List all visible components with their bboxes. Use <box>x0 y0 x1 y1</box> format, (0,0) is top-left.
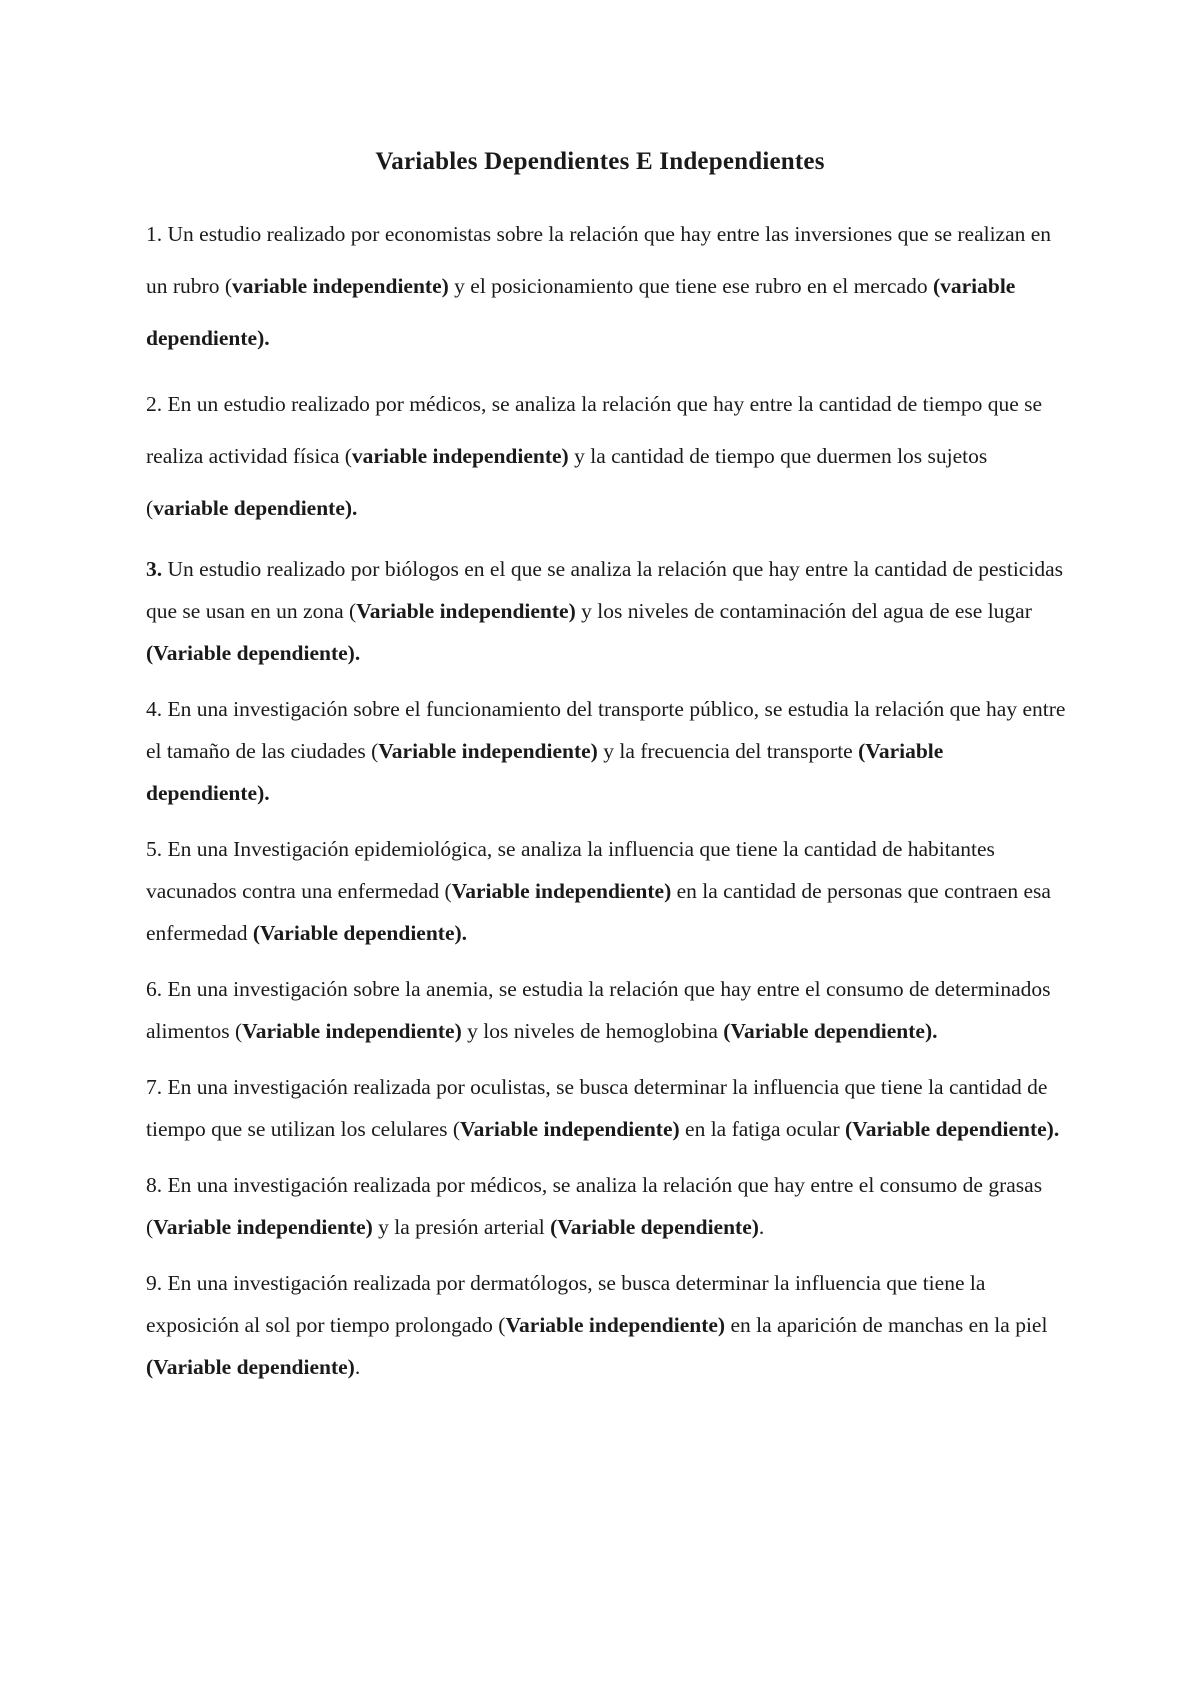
item-number: 6. <box>146 977 163 1001</box>
item-number: 2. <box>146 392 163 416</box>
item-text: en la fatiga ocular <box>679 1117 846 1141</box>
item-text: En una investigación sobre la anemia, se estudia la relación que hay entre el consumo de determinados alimentos ( <box>146 977 1051 1043</box>
independent-variable-label: Variable independiente) <box>242 1019 462 1043</box>
dependent-variable-label: (Variable dependiente). <box>723 1019 938 1043</box>
list-item-7 <box>146 1066 1071 1150</box>
item-text: y los niveles de contaminación del agua de ese lugar <box>575 599 1032 623</box>
item-number: 7. <box>146 1075 163 1099</box>
dependent-variable-label: (Variable dependiente). <box>146 641 361 665</box>
item-text: en la cantidad de personas que contraen esa enfermedad <box>146 879 1051 945</box>
item-number: 8. <box>146 1173 163 1197</box>
item-text: En una investigación sobre el funcionamiento del transporte público, se estudia la relación que hay entre el tamaño de las ciudades ( <box>146 697 1066 763</box>
item-number: 3. <box>146 557 163 581</box>
item-text: y los niveles de hemoglobina <box>461 1019 724 1043</box>
list-item-3 <box>146 548 1071 674</box>
item-text: En una investigación realizada por dermatólogos, se busca determinar la influencia que tiene la exposición al sol por tiempo prolongado ( <box>146 1271 986 1337</box>
dependent-variable-label: (Variable dependiente). <box>146 739 944 805</box>
item-text: Un estudio realizado por economistas sobre la relación que hay entre las inversiones que se realizan en un rubro ( <box>146 222 1052 298</box>
item-text: En una investigación realizada por médicos, se analiza la relación que hay entre el consumo de grasas ( <box>146 1173 1043 1239</box>
independent-variable-label: Variable independiente) <box>378 739 598 763</box>
dependent-variable-label: variable dependiente). <box>153 496 358 520</box>
item-text: y el posicionamiento que tiene ese rubro en el mercado <box>448 274 933 298</box>
list-item-1 <box>146 208 1071 364</box>
list-item-5 <box>146 828 1071 954</box>
item-text: y la cantidad de tiempo que duermen los sujetos ( <box>146 444 988 520</box>
list-item-9 <box>146 1262 1071 1388</box>
dependent-variable-label: (Variable dependiente) <box>550 1215 759 1239</box>
item-text: Un estudio realizado por biólogos en el que se analiza la relación que hay entre la cantidad de pesticidas que se usan en un zona ( <box>146 557 1063 623</box>
independent-variable-label: Variable independiente) <box>460 1117 680 1141</box>
item-text: . <box>354 1355 361 1379</box>
item-text: y la frecuencia del transporte <box>597 739 859 763</box>
dependent-variable-label: (Variable dependiente). <box>845 1117 1060 1141</box>
item-number: 4. <box>146 697 163 721</box>
independent-variable-label: Variable independiente) <box>356 599 576 623</box>
independent-variable-label: Variable independiente) <box>505 1313 726 1337</box>
dependent-variable-label: (Variable dependiente). <box>252 921 468 945</box>
document-body <box>146 208 1071 1402</box>
independent-variable-label: variable independiente) <box>351 444 569 468</box>
item-number: 1. <box>146 222 163 246</box>
item-text: . <box>758 1215 765 1239</box>
item-number: 5. <box>146 837 163 861</box>
item-text: en la aparición de manchas en la piel <box>725 1313 1048 1337</box>
item-text: En una investigación realizada por oculistas, se busca determinar la influencia que tiene la cantidad de tiempo que se utilizan los celulares ( <box>146 1075 1048 1141</box>
dependent-variable-label: (Variable dependiente) <box>146 1355 355 1379</box>
list-item-4 <box>146 688 1071 814</box>
list-item-6 <box>146 968 1071 1052</box>
independent-variable-label: variable independiente) <box>231 274 449 298</box>
item-text: En una Investigación epidemiológica, se analiza la influencia que tiene la cantidad de habitantes vacunados contra una enfermedad ( <box>146 837 995 903</box>
independent-variable-label: Variable independiente) <box>451 879 672 903</box>
document-title: Variables Dependientes E Independientes <box>375 148 825 175</box>
list-item-2 <box>146 378 1071 534</box>
list-item-8 <box>146 1164 1071 1248</box>
item-number: 9. <box>146 1271 163 1295</box>
dependent-variable-label: (variable dependiente). <box>146 274 1016 350</box>
item-text: En un estudio realizado por médicos, se analiza la relación que hay entre la cantidad de tiempo que se realiza actividad física ( <box>146 392 1043 468</box>
independent-variable-label: Variable independiente) <box>153 1215 373 1239</box>
item-text: y la presión arterial <box>372 1215 551 1239</box>
